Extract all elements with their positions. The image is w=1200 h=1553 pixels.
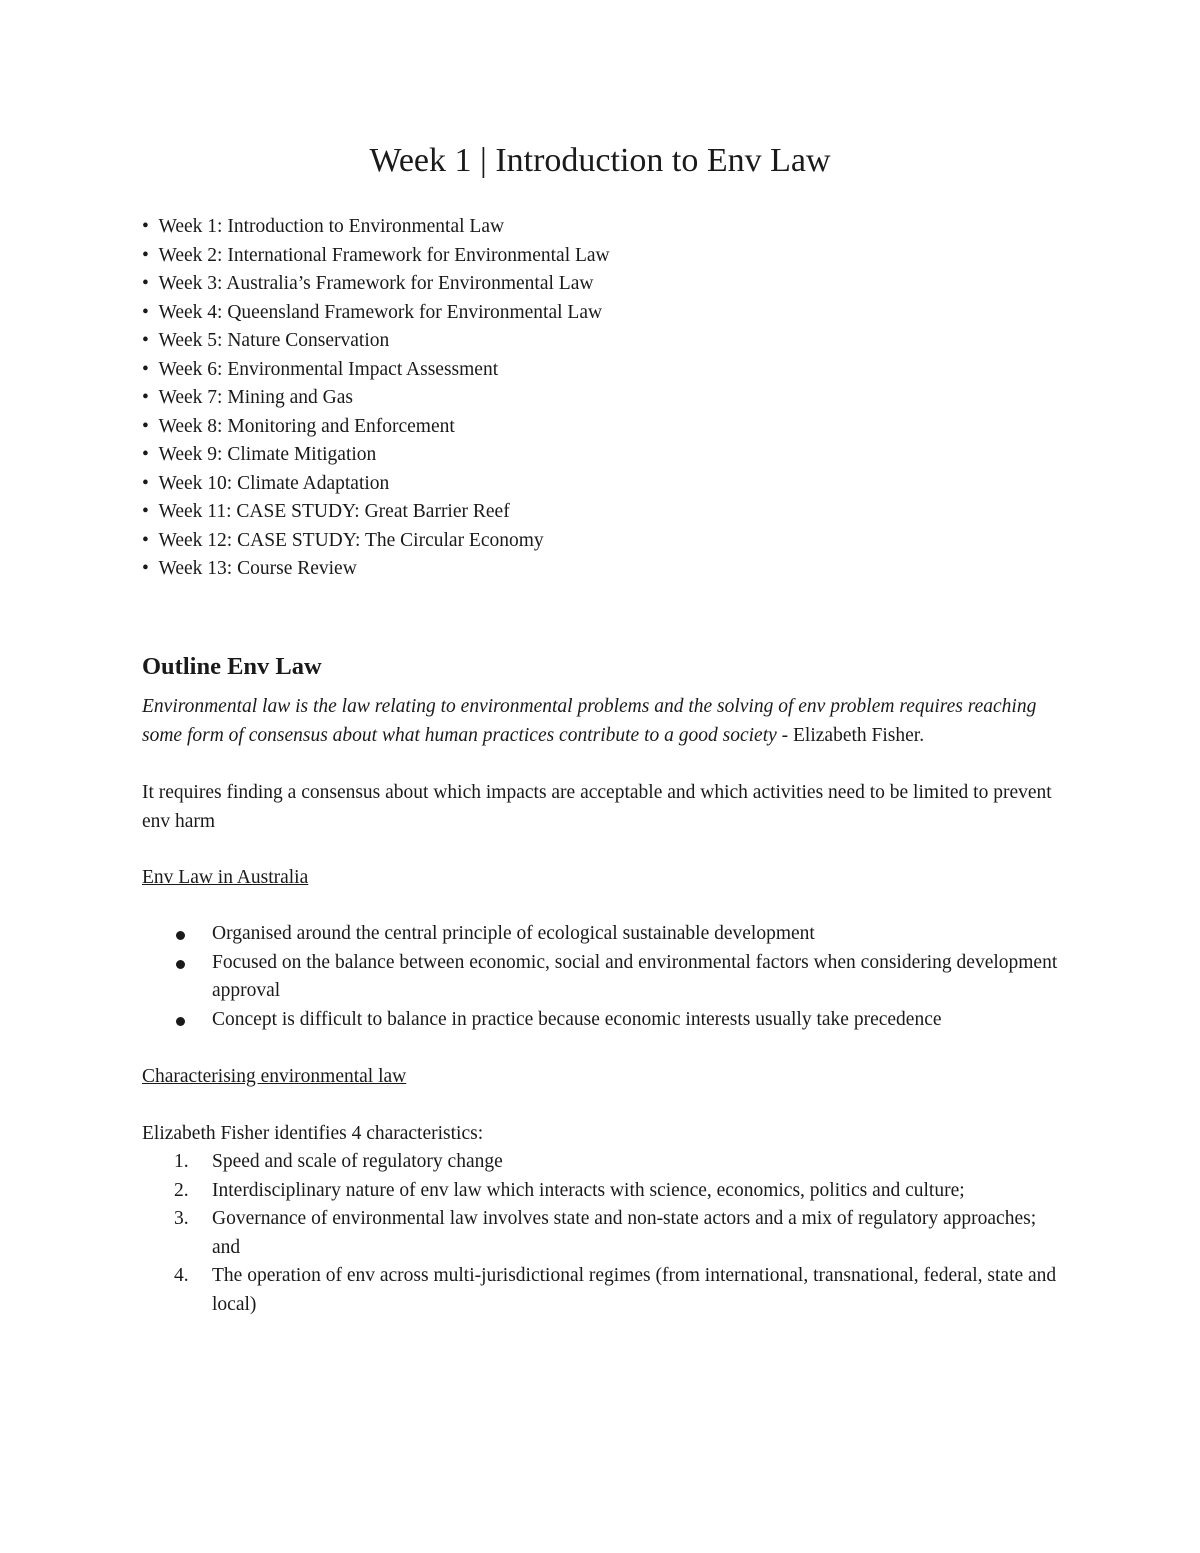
list-number: 4.	[174, 1265, 189, 1286]
list-item: • Week 13: Course Review	[142, 555, 610, 584]
list-item: Concept is difficult to balance in practice because economic interests usually take precedence	[142, 1006, 1062, 1035]
list-item: • Week 12: CASE STUDY: The Circular Economy	[142, 527, 610, 556]
list-item: • Week 3: Australia’s Framework for Environmental Law	[142, 270, 610, 299]
bullet-icon: •	[142, 472, 149, 494]
bullet-dot-icon	[176, 960, 185, 969]
list-number: 2.	[174, 1179, 189, 1201]
bullet-icon: •	[142, 273, 149, 294]
bullet-icon: •	[142, 301, 149, 323]
list-item: • Week 7: Mining and Gas	[142, 384, 610, 413]
bullet-dot-icon	[176, 931, 185, 940]
consensus-paragraph: It requires finding a consensus about which impacts are acceptable and which activities need to be limited to prevent env harm	[142, 782, 1052, 832]
list-item: • Week 6: Environmental Impact Assessment	[142, 356, 610, 385]
list-item: • Week 9: Climate Mitigation	[142, 441, 610, 470]
quote-attribution: - Elizabeth Fisher.	[776, 724, 925, 746]
bullet-icon: •	[142, 444, 149, 465]
list-item: • Week 5: Nature Conservation	[142, 327, 610, 356]
bullet-icon: •	[142, 415, 149, 437]
list-item: • Week 11: CASE STUDY: Great Barrier Reef	[142, 498, 610, 527]
bullet-icon: •	[142, 330, 149, 351]
env-law-australia-heading: Env Law in Australia	[142, 867, 309, 888]
fisher-quote: Environmental law is the law relating to environmental problems and the solving of env problem requires reaching some form of consensus about what human practices contribute to a good society	[142, 696, 1037, 746]
list-item: 1. Speed and scale of regulatory change	[142, 1148, 1062, 1177]
list-item: • Week 2: International Framework for Environmental Law	[142, 242, 610, 271]
list-item: • Week 10: Climate Adaptation	[142, 470, 610, 499]
characteristics-intro: Elizabeth Fisher identifies 4 characteristics:	[142, 1123, 484, 1144]
list-number: 1.	[174, 1151, 189, 1172]
weekly-topics-list	[142, 213, 610, 584]
bullet-dot-icon	[176, 1017, 185, 1026]
list-item: 4. The operation of env across multi-jurisdictional regimes (from international, transnational, federal, state and local)	[142, 1262, 1062, 1319]
list-item: • Week 8: Monitoring and Enforcement	[142, 413, 610, 442]
fisher-quote-paragraph	[142, 693, 1062, 750]
outline-heading: Outline Env Law	[142, 653, 322, 680]
list-item: Focused on the balance between economic, social and environmental factors when considering development approval	[142, 949, 1062, 1006]
bullet-icon: •	[142, 216, 149, 237]
australia-points-list	[142, 920, 1062, 1034]
list-item: 3. Governance of environmental law involves state and non-state actors and a mix of regulatory approaches; and	[142, 1205, 1062, 1262]
page-title: Week 1 | Introduction to Env Law	[369, 142, 831, 179]
characterising-heading: Characterising environmental law	[142, 1066, 407, 1087]
list-item: Organised around the central principle of ecological sustainable development	[142, 920, 1062, 949]
bullet-icon: •	[142, 387, 149, 408]
list-item: • Week 1: Introduction to Environmental Law	[142, 213, 610, 242]
bullet-icon: •	[142, 501, 149, 522]
bullet-icon: •	[142, 358, 149, 380]
characteristics-list	[142, 1148, 1062, 1319]
bullet-icon: •	[142, 558, 149, 579]
bullet-icon: •	[142, 529, 149, 551]
list-item: • Week 4: Queensland Framework for Environmental Law	[142, 299, 610, 328]
bullet-icon: •	[142, 244, 149, 266]
list-item: 2. Interdisciplinary nature of env law which interacts with science, economics, politics and culture;	[142, 1177, 1062, 1206]
list-number: 3.	[174, 1208, 189, 1229]
